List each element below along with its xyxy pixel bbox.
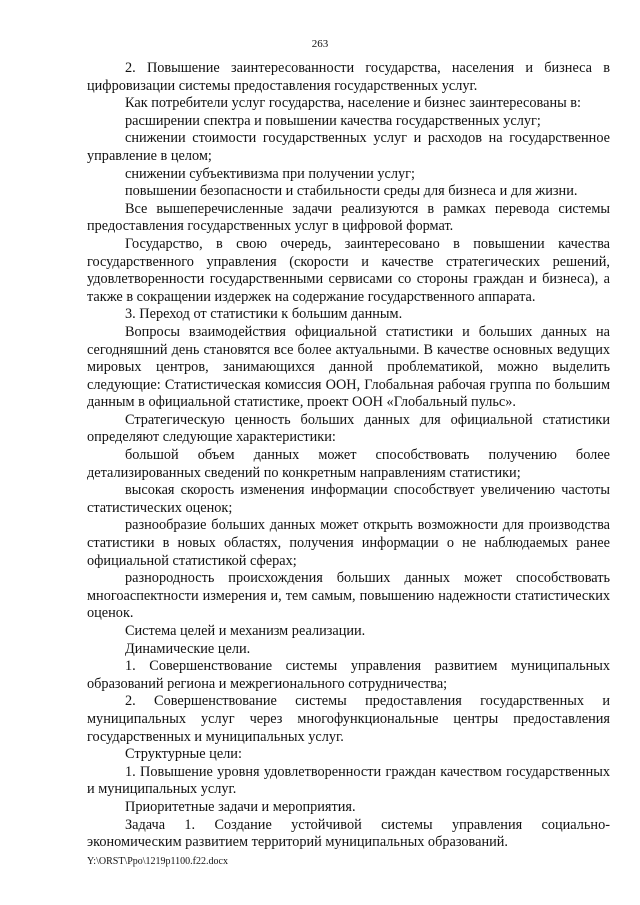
paragraph: разнородность происхождения больших данных может способствовать многоаспектности измерения и, тем самым, повышению надежности статистических оценок. [87,570,610,622]
paragraph: 2. Повышение заинтересованности государства, населения и бизнеса в цифровизации системы предоставления государственных услуг. [87,60,610,94]
paragraph: Все вышеперечисленные задачи реализуются в рамках перевода системы предоставления государственных услуг в цифровой формат. [87,200,610,235]
paragraph: расширении спектра и повышении качества государственных услуг; [125,112,541,129]
paragraph: Стратегическую ценность больших данных для официальной статистики определяют следующие характеристики: [87,411,610,446]
paragraph: 3. Переход от статистики к большим данным. [125,306,403,323]
paragraph: высокая скорость изменения информации способствует увеличению частоты статистических оценок; [87,482,610,516]
paragraph: Задача 1. Создание устойчивой системы управления социально-экономическим развитием территорий муниципальных образований. [87,816,610,851]
paragraph: повышении безопасности и стабильности среды для бизнеса и для жизни. [125,183,578,200]
paragraph: Государство, в свою очередь, заинтересовано в повышении качества государственного управления (скорости и качестве стратегических решений, удовлетворенности государственными сервисами со стороны граждан и бизнеса), а также в сокращении издержек на содержание государственного аппарата. [87,235,610,305]
paragraph: Как потребители услуг государства, население и бизнес заинтересованы в: [125,95,581,112]
paragraph: снижении стоимости государственных услуг и расходов на государственное управление в целом; [87,130,610,164]
footer-file-path: Y:\ORST\Ppo\1219p1100.f22.docx [87,856,228,867]
paragraph: 1. Совершенствование системы управления развитием муниципальных образований региона и межрегионального сотрудничества; [87,658,610,692]
paragraph: большой объем данных может способствовать получению более детализированных сведений по конкретным направлениям статистики; [87,447,610,481]
page-number: 263 [311,38,329,50]
paragraph: снижении субъективизма при получении услуг; [125,165,415,182]
paragraph: 1. Повышение уровня удовлетворенности граждан качеством государственных и муниципальных услуг. [87,763,610,798]
paragraph: 2. Совершенствование системы предоставления государственных и муниципальных услуг через многофункциональные центры предоставления государственных и муниципальных услуг. [87,693,610,745]
paragraph: разнообразие больших данных может открыть возможности для производства статистики в новых областях, получения информации о не наблюдаемых ранее официальной статистикой сферах; [87,517,610,569]
paragraph: Приоритетные задачи и мероприятия. [125,798,356,815]
paragraph: Вопросы взаимодействия официальной статистики и больших данных на сегодняшний день становятся все более актуальными. В качестве основных ведущих мировых центров, занимающихся данной проблематикой, можно выделить следующие: Статистическая комиссия ООН, Глобальная рабочая группа по большим данным в официальной статистике, проект ООН «Глобальный пульс». [87,323,610,411]
document-body [87,60,610,852]
paragraph: Динамические цели. [125,640,251,657]
paragraph: Система целей и механизм реализации. [125,623,366,639]
paragraph: Структурные цели: [125,746,242,763]
